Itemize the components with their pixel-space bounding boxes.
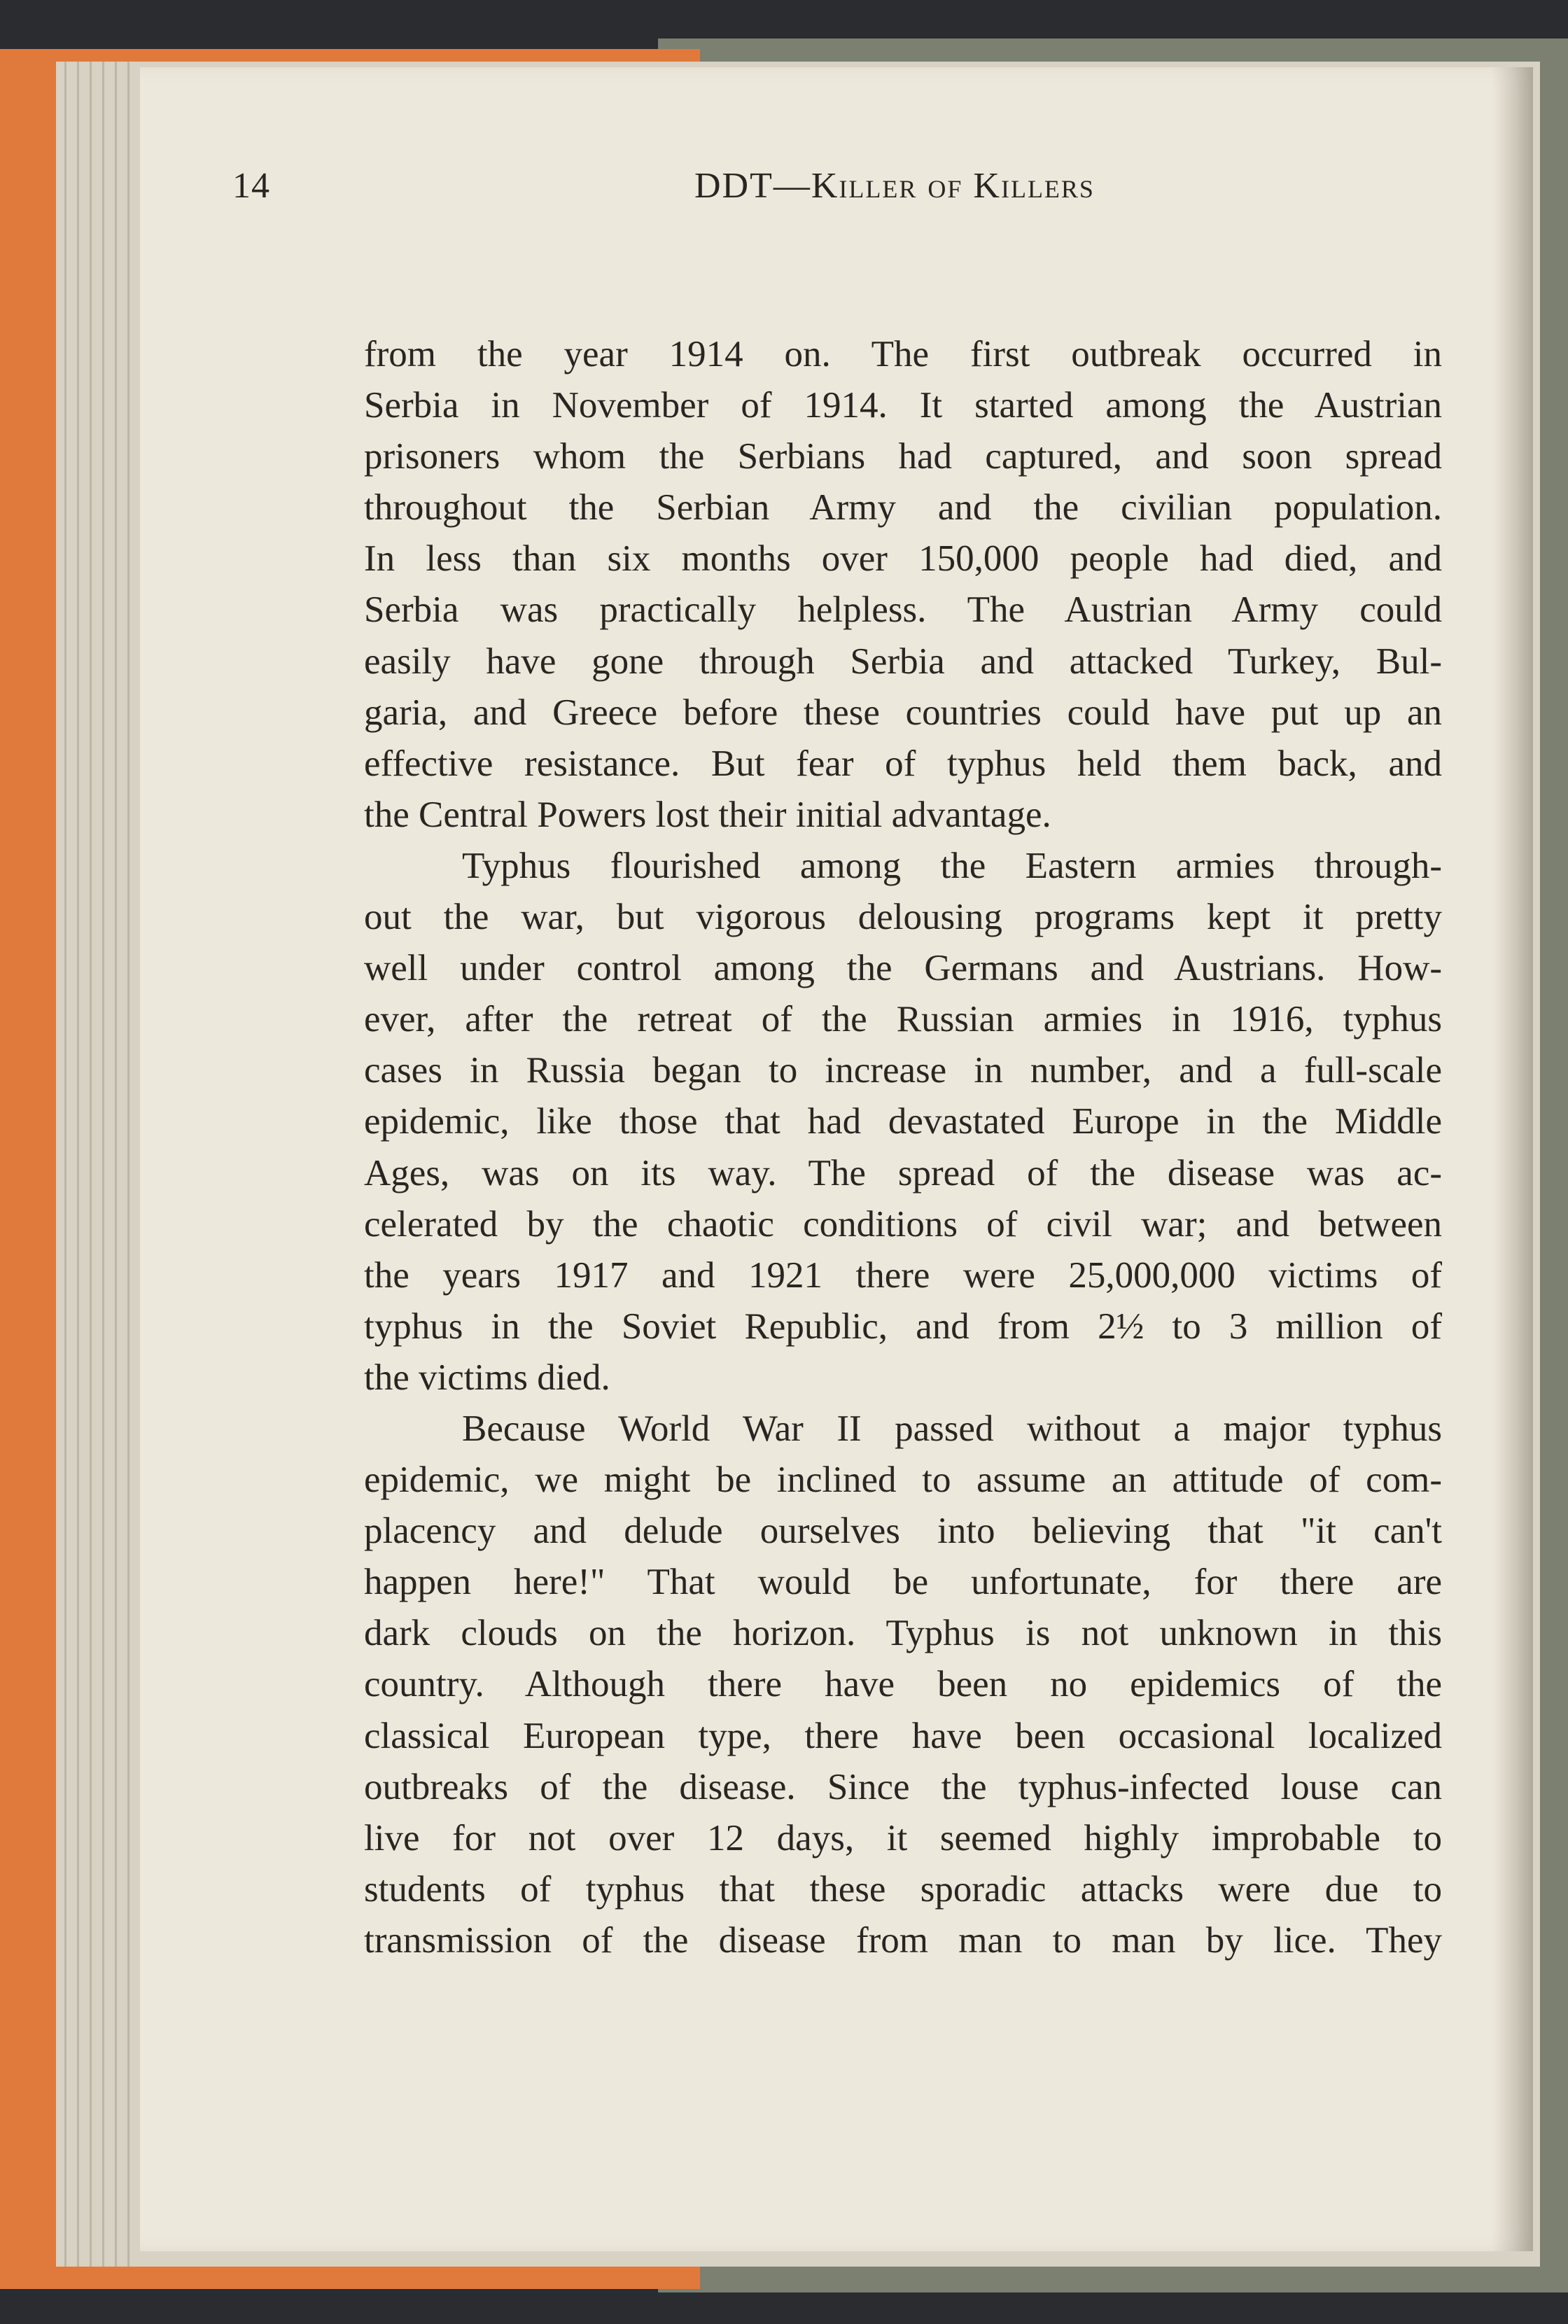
page-edge-line	[115, 62, 117, 2267]
text-line: effective resistance. But fear of typhus held them back, and	[364, 743, 1442, 784]
text-line: Ages, was on its way. The spread of the disease was ac-	[364, 1152, 1442, 1194]
text-line: Serbia was practically helpless. The Austrian Army could	[364, 589, 1442, 631]
page-edge-line	[90, 62, 92, 2267]
text-line: Typhus flourished among the Eastern armies through-	[462, 845, 1442, 886]
text-line: country. Although there have been no epidemics of the	[364, 1664, 1442, 1705]
text-line: live for not over 12 days, it seemed highly improbable to	[364, 1817, 1442, 1858]
page-edge-line	[77, 62, 79, 2267]
text-line: out the war, but vigorous delousing programs kept it pretty	[364, 897, 1442, 938]
text-line: the years 1917 and 1921 there were 25,000,000 victims of	[364, 1254, 1442, 1296]
text-line: easily have gone through Serbia and attacked Turkey, Bul-	[364, 640, 1442, 682]
page-edge-line	[127, 62, 130, 2267]
text-line: the Central Powers lost their initial advantage.	[364, 794, 1051, 835]
page-number: 14	[232, 166, 270, 206]
page-edge-line	[102, 62, 104, 2267]
text-line: epidemic, we might be inclined to assume an attitude of com-	[364, 1460, 1442, 1501]
text-line: prisoners whom the Serbians had captured, and soon spread	[364, 436, 1442, 477]
page-header	[232, 165, 1450, 207]
running-title: DDT—Killer of Killers	[694, 166, 1095, 206]
text-line: the victims died.	[364, 1357, 610, 1398]
text-line: garia, and Greece before these countries could have put up an	[364, 692, 1442, 733]
text-line: celerated by the chaotic conditions of civil war; and between	[364, 1203, 1442, 1245]
text-line: ever, after the retreat of the Russian armies in 1916, typhus	[364, 999, 1442, 1040]
body-text	[364, 329, 1442, 1966]
text-line: epidemic, like those that had devastated Europe in the Middle	[364, 1101, 1442, 1142]
text-line: Serbia in November of 1914. It started among the Austrian	[364, 385, 1442, 426]
text-line: cases in Russia began to increase in number, and a full-scale	[364, 1050, 1442, 1091]
text-line: placency and delude ourselves into believing that "it can't	[364, 1511, 1442, 1552]
text-line: well under control among the Germans and Austrians. How-	[364, 948, 1442, 989]
text-line: outbreaks of the disease. Since the typhus-infected louse can	[364, 1766, 1442, 1807]
page-edge-line	[64, 62, 66, 2267]
text-line: typhus in the Soviet Republic, and from 2½ to 3 million of	[364, 1306, 1442, 1347]
text-line: classical European type, there have been occasional localized	[364, 1715, 1442, 1756]
text-line: throughout the Serbian Army and the civilian population.	[364, 487, 1442, 528]
text-line: In less than six months over 150,000 people had died, and	[364, 538, 1442, 580]
text-line: from the year 1914 on. The first outbreak occurred in	[364, 334, 1442, 374]
text-line: transmission of the disease from man to man by lice. They	[364, 1919, 1442, 1961]
gutter-shadow	[1491, 67, 1533, 2251]
text-line: students of typhus that these sporadic attacks were due to	[364, 1868, 1442, 1910]
text-line: dark clouds on the horizon. Typhus is not unknown in this	[364, 1613, 1442, 1654]
text-line: happen here!" That would be unfortunate, for there are	[364, 1562, 1442, 1603]
text-line: Because World War II passed without a major typhus	[462, 1408, 1442, 1449]
